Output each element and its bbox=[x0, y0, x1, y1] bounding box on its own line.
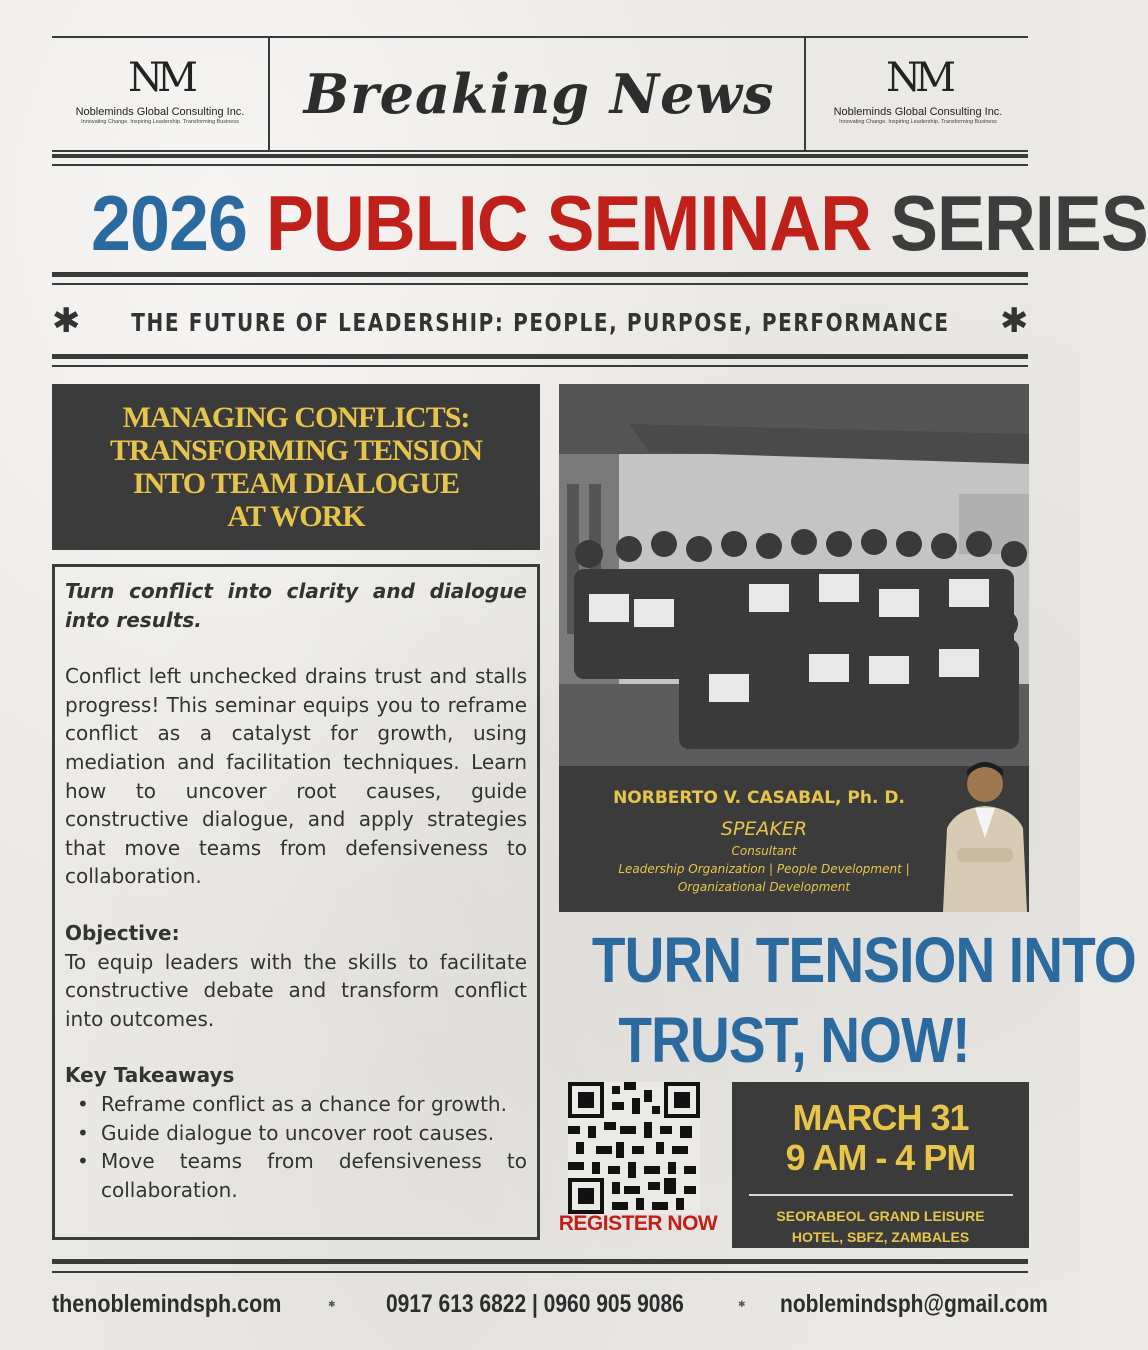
separator-dot-icon: ✱ bbox=[738, 1300, 746, 1310]
company-logo-left bbox=[52, 56, 268, 125]
takeaways-heading: Key Takeaways bbox=[65, 1063, 235, 1088]
asterisk-icon: ✱ bbox=[52, 301, 81, 341]
speaker-box bbox=[559, 766, 1029, 912]
divider-rule bbox=[52, 164, 1028, 166]
topic-box bbox=[52, 384, 540, 550]
breaking-news-title: Breaking News bbox=[303, 62, 775, 126]
takeaways-list bbox=[65, 1090, 527, 1204]
divider-rule bbox=[52, 154, 1028, 158]
company-name: Nobleminds Global Consulting Inc. bbox=[75, 106, 245, 118]
masthead-divider bbox=[268, 38, 270, 150]
subheadline bbox=[52, 300, 1028, 344]
asterisk-icon: ✱ bbox=[1000, 301, 1029, 341]
divider-rule bbox=[52, 354, 1028, 359]
divider-rule bbox=[52, 1271, 1028, 1273]
headline-year: 2026 bbox=[91, 179, 248, 267]
company-tagline: Innovating Change. Inspiring Leadership. Transforming Business bbox=[839, 119, 997, 125]
speaker-portrait bbox=[937, 758, 1029, 912]
speaker-role: SPEAKER bbox=[720, 818, 808, 840]
list-item: • Guide dialogue to uncover root causes. bbox=[65, 1119, 527, 1148]
separator-dot-icon: ✱ bbox=[328, 1300, 336, 1310]
description-box bbox=[52, 564, 540, 1240]
logo-mark: NM bbox=[886, 55, 950, 101]
masthead-divider bbox=[804, 38, 806, 150]
divider-rule bbox=[749, 1194, 1013, 1196]
headline-end: SERIES bbox=[890, 179, 1148, 267]
masthead bbox=[52, 36, 1028, 152]
company-name: Nobleminds Global Consulting Inc. bbox=[833, 106, 1003, 118]
venue-line1: SEORABEOL GRAND LEISURE bbox=[776, 1208, 985, 1224]
speaker-focus-line2: Organizational Development bbox=[677, 880, 851, 894]
group-photo bbox=[559, 384, 1029, 766]
event-date: MARCH 31 bbox=[792, 1097, 969, 1138]
divider-rule bbox=[52, 1259, 1028, 1264]
cta-line1: TURN TENSION INTO bbox=[591, 924, 1136, 996]
phone-numbers[interactable]: 0917 613 6822 | 0960 905 9086 bbox=[386, 1290, 684, 1318]
email-link[interactable]: noblemindsph@gmail.com bbox=[780, 1290, 1048, 1318]
company-tagline: Innovating Change. Inspiring Leadership. Transforming Business bbox=[81, 119, 239, 125]
subheadline-text: THE FUTURE OF LEADERSHIP: PEOPLE, PURPOSE, PERFORMANCE bbox=[130, 307, 950, 337]
cta-line2: TRUST, NOW! bbox=[618, 1004, 970, 1076]
event-details-box bbox=[732, 1082, 1029, 1248]
objective-text: To equip leaders with the skills to facilitate constructive debate and transform conflict into outcomes. bbox=[65, 949, 527, 1031]
headline bbox=[91, 178, 1148, 268]
divider-rule bbox=[52, 365, 1028, 367]
divider-rule bbox=[52, 272, 1028, 277]
venue-line2: HOTEL, SBFZ, ZAMBALES bbox=[791, 1229, 970, 1245]
event-time: 9 AM - 4 PM bbox=[785, 1137, 976, 1178]
logo-mark: NM bbox=[128, 55, 192, 101]
list-item: • Move teams from defensiveness to collaboration. bbox=[65, 1147, 527, 1204]
registration-qr-code[interactable] bbox=[568, 1082, 700, 1214]
topic-title: MANAGING CONFLICTS: TRANSFORMING TENSION INTO TEAM DIALOGUE AT WORK bbox=[109, 401, 482, 533]
call-to-action bbox=[591, 920, 1136, 1080]
description-lead: Turn conflict into clarity and dialogue into results. bbox=[65, 579, 527, 632]
speaker-title: Consultant bbox=[731, 844, 797, 858]
divider-rule bbox=[52, 283, 1028, 285]
register-now-label[interactable]: REGISTER NOW bbox=[558, 1212, 718, 1235]
headline-middle: PUBLIC SEMINAR bbox=[266, 179, 872, 267]
company-logo-right bbox=[808, 56, 1028, 125]
list-item: • Reframe conflict as a chance for growth. bbox=[65, 1090, 527, 1119]
speaker-name: NORBERTO V. CASABAL, Ph. D. bbox=[613, 788, 905, 808]
speaker-focus-line1: Leadership Organization | People Development | bbox=[618, 862, 910, 876]
website-link[interactable]: thenoblemindsph.com bbox=[52, 1290, 282, 1318]
objective-heading: Objective: bbox=[65, 920, 180, 945]
description-body: Conflict left unchecked drains trust and stalls progress! This seminar equips you to reframe conflict as a catalyst for growth, using mediation and facilitation techniques. Learn how to uncover root causes, guide constructive dialogue, and apply strategies that move teams from defensiveness to collaboration. bbox=[65, 664, 527, 889]
